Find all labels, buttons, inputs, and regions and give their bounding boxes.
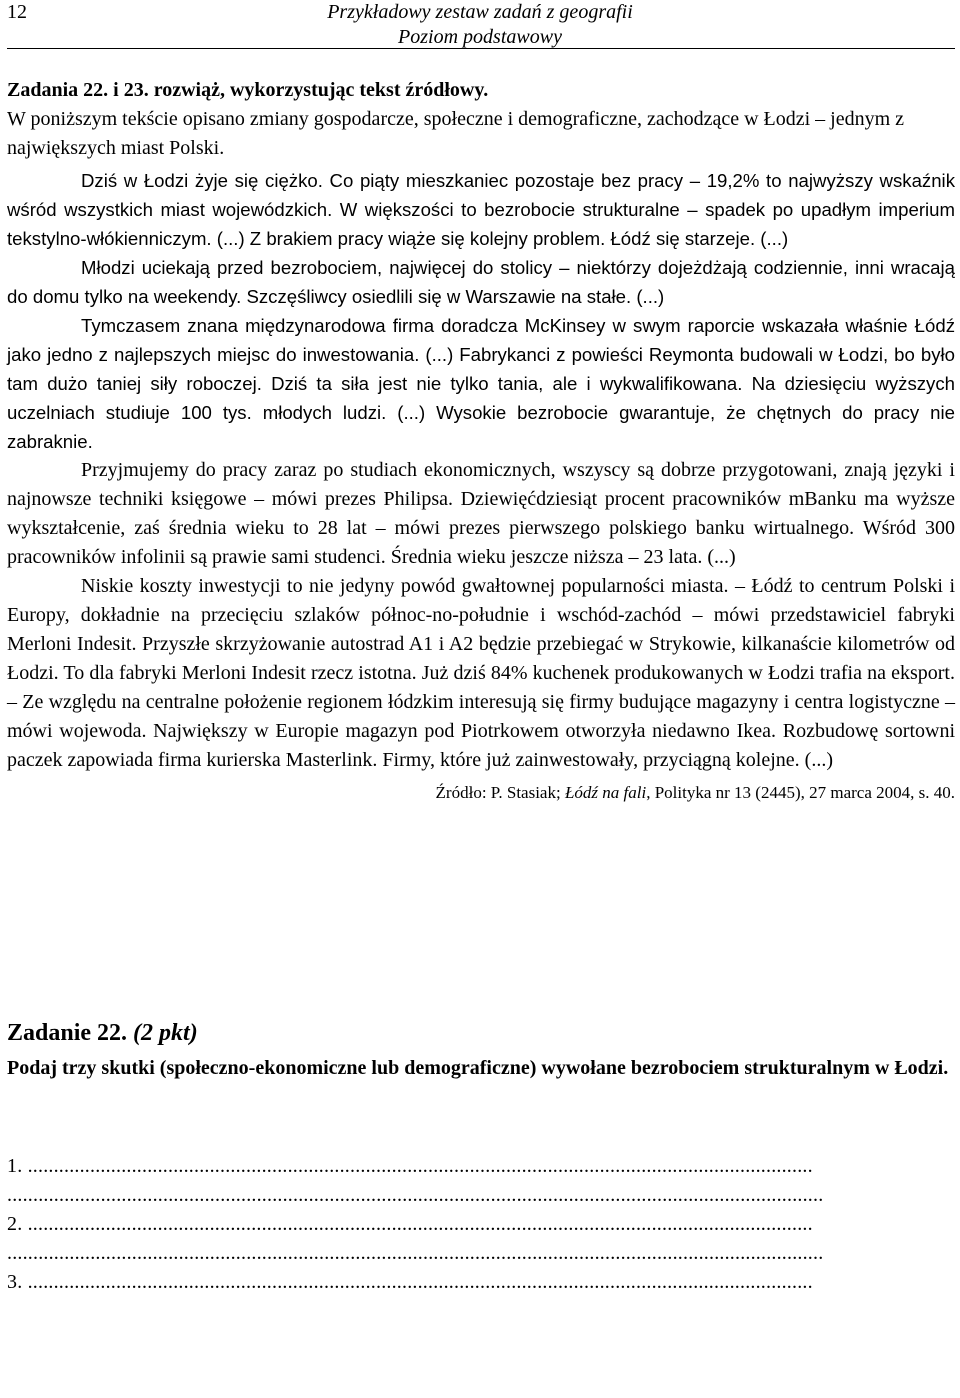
source-paragraph-1-lead: Dziś w Łodzi żyje się ciężko. [81, 170, 323, 191]
citation-title: Łódź na fali [564, 783, 647, 802]
header-divider [7, 48, 955, 49]
page-number: 12 [7, 1, 27, 23]
source-paragraph-2: Młodzi uciekają przed bezrobociem, najwięcej do stolicy – niektórzy dojeżdżają codziennie, inni wracają do domu tylko na weekendy. Szczęśliwcy osiedlili się w Warszawie na stałe. (...) [7, 257, 955, 307]
task-title [7, 1018, 955, 1048]
header-title: Przykładowy zestaw zadań z geografii [327, 1, 633, 23]
task-22 [7, 1018, 955, 1083]
source-paragraph-1 [7, 166, 955, 253]
citation-prefix: Źródło: P. Stasiak; [435, 783, 565, 802]
source-text [7, 166, 955, 775]
answer-line-1-continuation[interactable]: ............................................................................................................................................................. [7, 1184, 824, 1206]
task-number: Zadanie 22. [7, 1020, 134, 1046]
header-titles [0, 0, 960, 50]
source-paragraph-4: Przyjmujemy do pracy zaraz po studiach ekonomicznych, wszyscy są dobrze przygotowani, znają języki i najnowsze techniki księgowe – mówi prezes Philipsa. Dziewięćdziesiąt procent pracowników mBanku ma wyższe wykształcenie, zaś średnia wieku to 28 lat – mówi prezes pierwszego polskiego banku wirtualnego. Wśród 300 pracowników infolinii są prawie sami studenci. Średnia wieku jeszcze niższa – 23 lata. (...) [7, 459, 955, 568]
task-points: (2 pkt) [133, 1020, 198, 1046]
source-paragraph-5: Niskie koszty inwestycji to nie jedyny powód gwałtownej popularności miasta. – Łódź to centrum Polski i Europy, dokładnie na przecięciu szlaków północ-no-południe i wschód-zachód – mówi przedstawiciel fabryki Merloni Indesit. Przyszłe skrzyżowanie autostrad A1 i A2 będzie przebiegać w Strykowie, kilkanaście kilometrów od Łodzi. To dla fabryki Merloni Indesit rzecz istotna. Już dziś 84% kuchenek produkowanych w Łodzi trafia na eksport. – Ze względu na centralne położenie regionem łódzkim interesują się firmy budujące magazyny i centra logistyczne – mówi wojewoda. Największy w Europie magazyn pod Piotrkowem otworzyła niedawno Ikea. Rozbudowę sortowni paczek zapowiada firma kurierska Masterlink. Firmy, które już zainwestowały, przyciągną kolejne. (...) [7, 575, 955, 771]
intro-description: W poniższym tekście opisano zmiany gospodarcze, społeczne i demograficzne, zachodzące w Łodzi – jednym z największych miast Polski. [7, 108, 905, 159]
header-subtitle: Poziom podstawowy [398, 26, 562, 48]
source-paragraph-1-body: Co piąty mieszkaniec pozostaje bez pracy – 19,2% to najwyższy wskaźnik wśród wszystkich miast wojewódzkich. W większości to bezrobocie strukturalne – spadek po upadłym imperium tekstylno-włókienniczym. (...) Z brakiem pracy wiąże się kolejny problem. Łódź się starzeje. (...) [7, 170, 955, 249]
page-header [0, 0, 960, 48]
answer-area[interactable] [7, 1152, 955, 1297]
answer-line-2[interactable]: 2. ....................................................................................................................................................... [7, 1213, 813, 1235]
answer-line-2-continuation[interactable]: ............................................................................................................................................................. [7, 1242, 824, 1264]
task-prompt: Podaj trzy skutki (społeczno-ekonomiczne lub demograficzne) wywołane bezrobociem strukturalnym w Łodzi. [7, 1057, 949, 1079]
source-citation [7, 781, 955, 805]
citation-suffix: , Polityka nr 13 (2445), 27 marca 2004, s. 40. [646, 783, 955, 802]
source-paragraph-3: Tymczasem znana międzynarodowa firma doradcza McKinsey w swym raporcie wskazała właśnie Łódź jako jedno z najlepszych miejsc do inwestowania. (...) Fabrykanci z powieści Reymonta budowali w Łodzi, bo było tam dużo taniej siły roboczej. Dziś ta siła jest nie tylko tania, ale i wykwalifikowana. Na dziesięciu wyższych uczelniach studiuje 100 tys. młodych ludzi. (...) Wysokie bezrobocie gwarantuje, że chętnych do pracy nie zabraknie. [7, 315, 955, 452]
tasks-heading: Zadania 22. i 23. rozwiąż, wykorzystując tekst źródłowy. [7, 79, 489, 101]
answer-line-1[interactable]: 1. ....................................................................................................................................................... [7, 1155, 813, 1177]
answer-line-3[interactable]: 3. ....................................................................................................................................................... [7, 1271, 813, 1293]
source-section [7, 76, 955, 805]
